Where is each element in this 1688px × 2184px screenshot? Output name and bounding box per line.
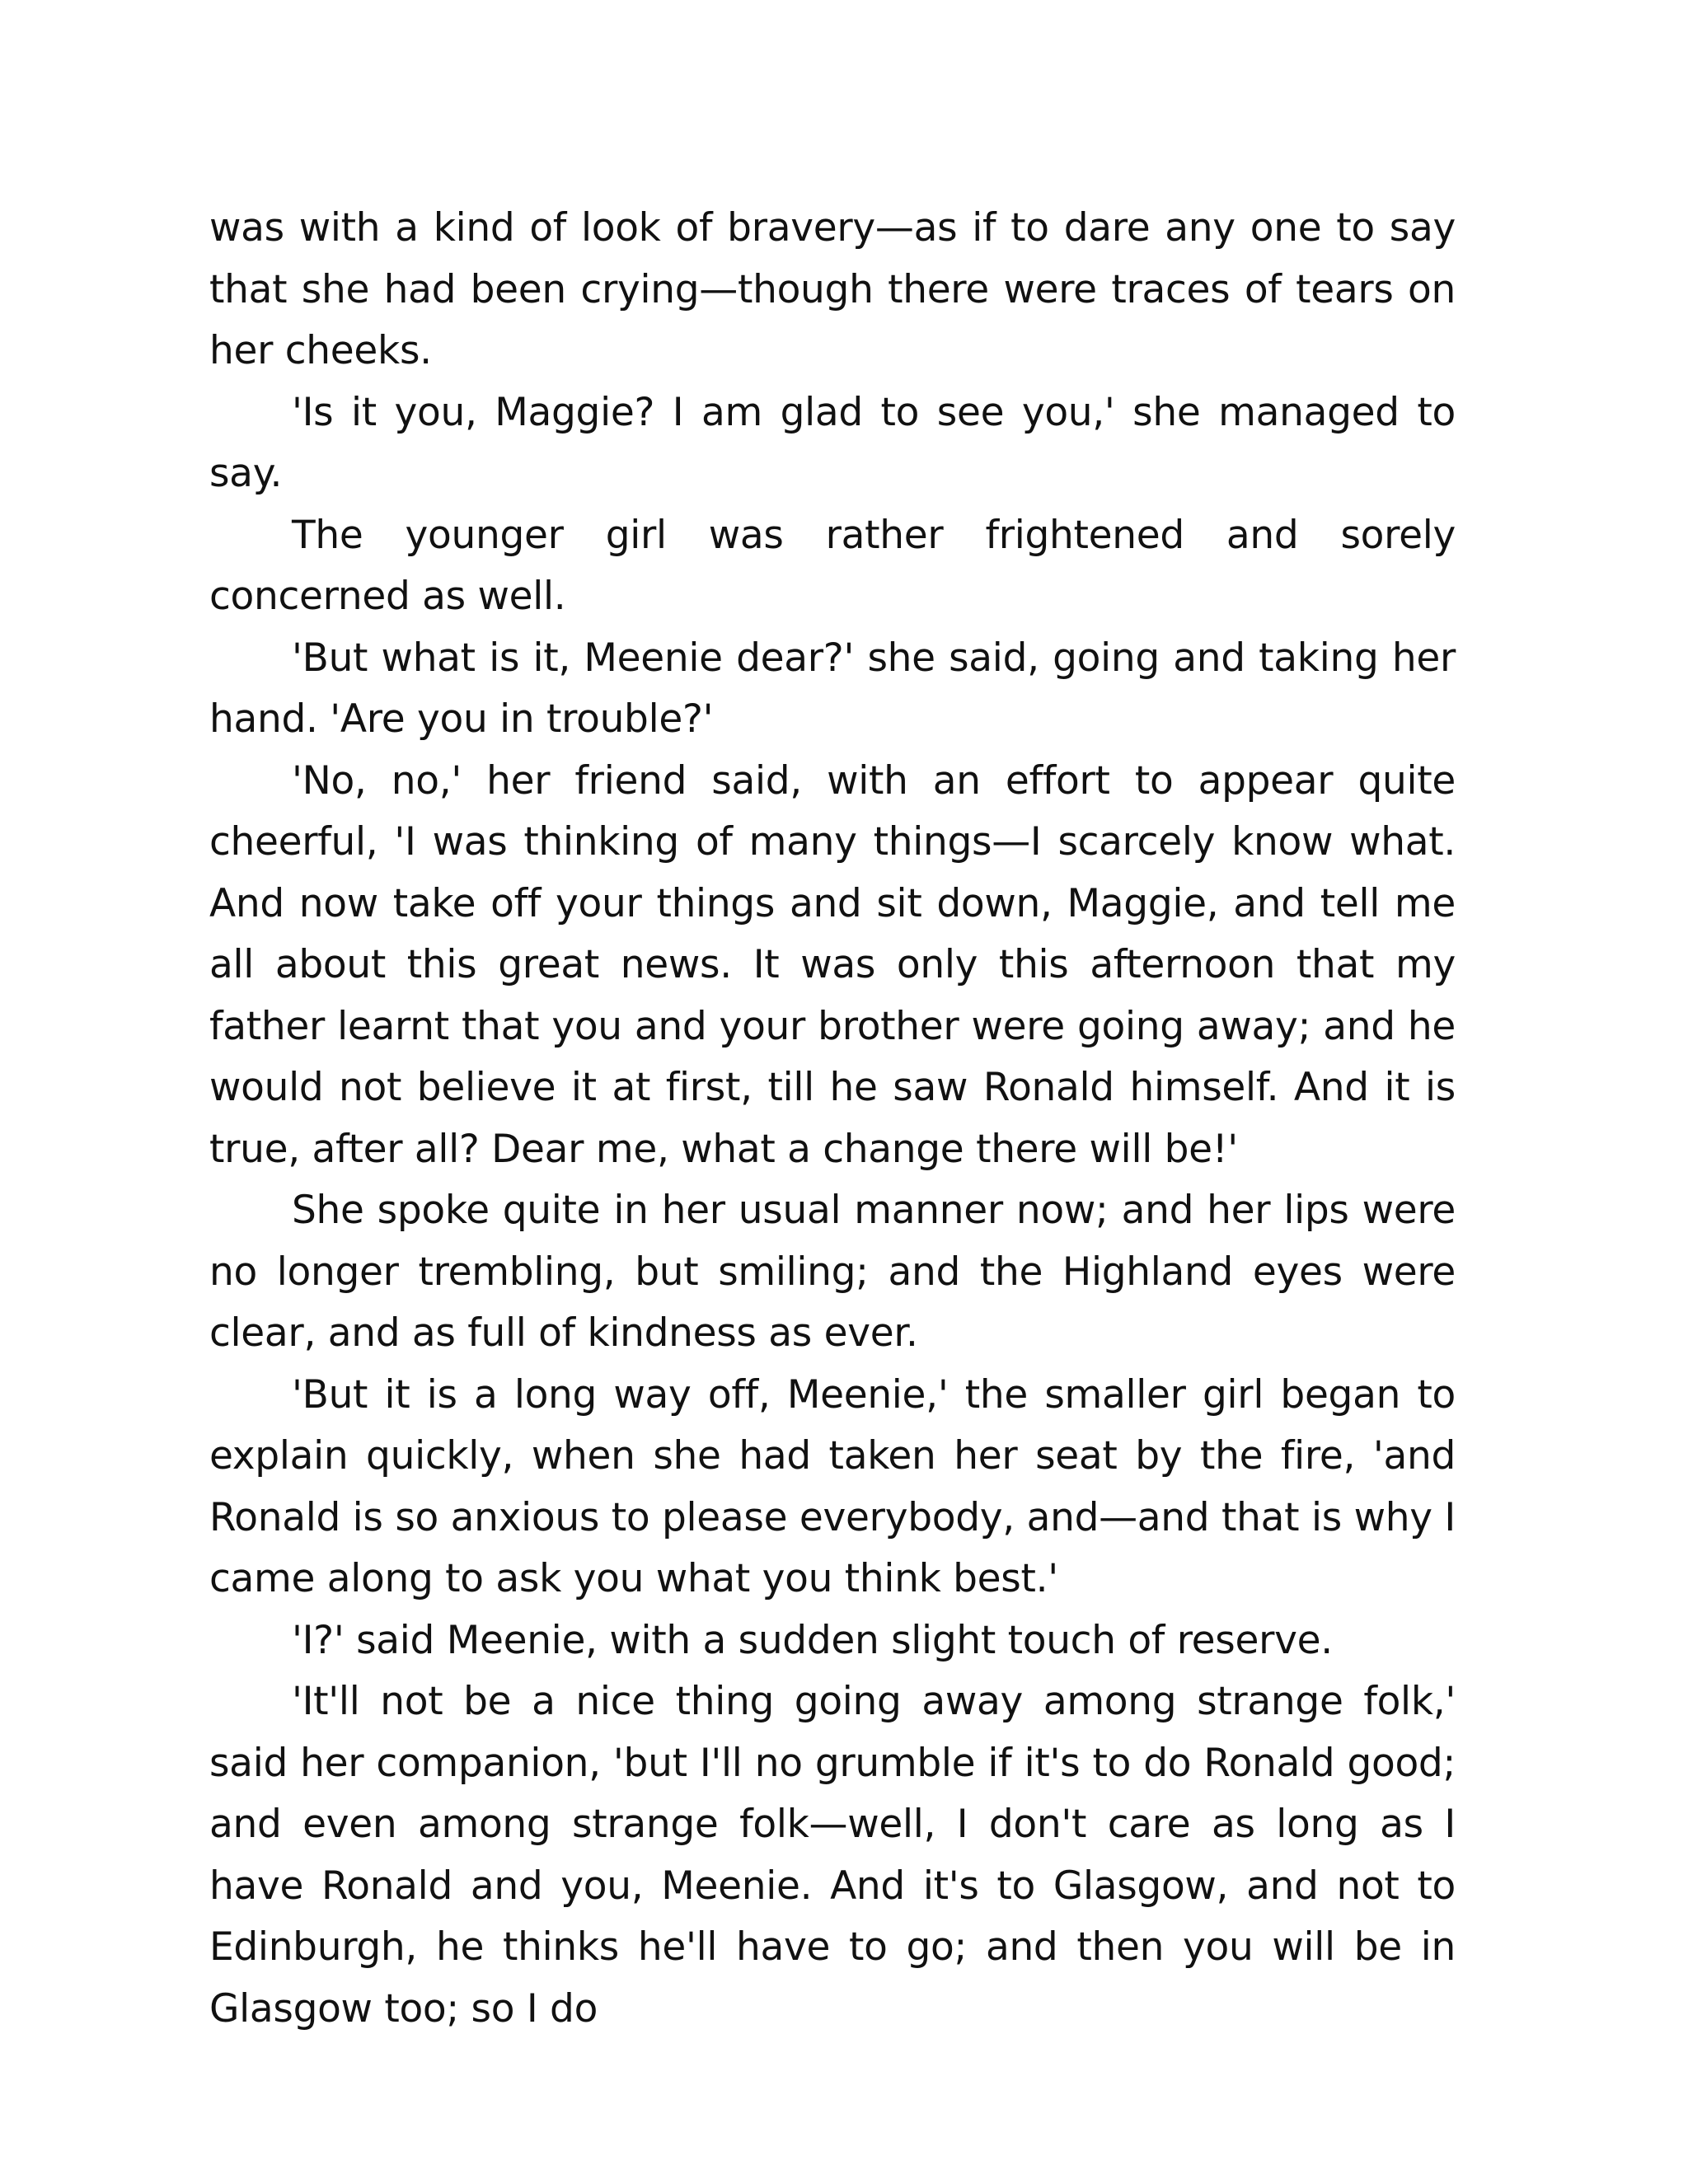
paragraph: The younger girl was rather frightened and sorely concerned as well. [209, 512, 1456, 619]
paragraph: 'It'll not be a nice thing going away among strange folk,' said her companion, 'but I'll no grumble if it's to do Ronald good; and even among strange folk—well, I don't care as long as I have Ronald and you, Meenie. And it's to Glasgow, and not to Edinburgh, he thinks he'll have to go; and then you will be in Glasgow too; so I do [209, 1679, 1456, 2032]
paragraph: 'Is it you, Maggie? I am glad to see you,' she managed to say. [209, 389, 1456, 496]
paragraph: 'I?' said Meenie, with a sudden slight touch of reserve. [292, 1617, 1333, 1663]
paragraph: She spoke quite in her usual manner now; and her lips were no longer trembling, but smiling; and the Highland eyes were clear, and as full of kindness as ever. [209, 1188, 1456, 1356]
paragraph: 'But it is a long way off, Meenie,' the smaller girl began to explain quickly, when she had taken her seat by the fire, 'and Ronald is so anxious to please everybody, and—and that is why I came along to ask you what you think best.' [209, 1371, 1456, 1601]
paragraph: was with a kind of look of bravery—as if to dare any one to say that she had been crying—though there were traces of tears on her cheeks. [209, 205, 1456, 373]
paragraph: 'But what is it, Meenie dear?' she said, going and taking her hand. 'Are you in trouble?' [209, 635, 1456, 742]
page-text [209, 198, 1456, 2040]
paragraph: 'No, no,' her friend said, with an effort to appear quite cheerful, 'I was thinking of many things—I scarcely know what. And now take off your things and sit down, Maggie, and tell me all about this great news. It was only this afternoon that my father learnt that you and your brother were going away; and he would not believe it at first, till he saw Ronald himself. And it is true, after all? Dear me, what a change there will be!' [209, 757, 1456, 1172]
